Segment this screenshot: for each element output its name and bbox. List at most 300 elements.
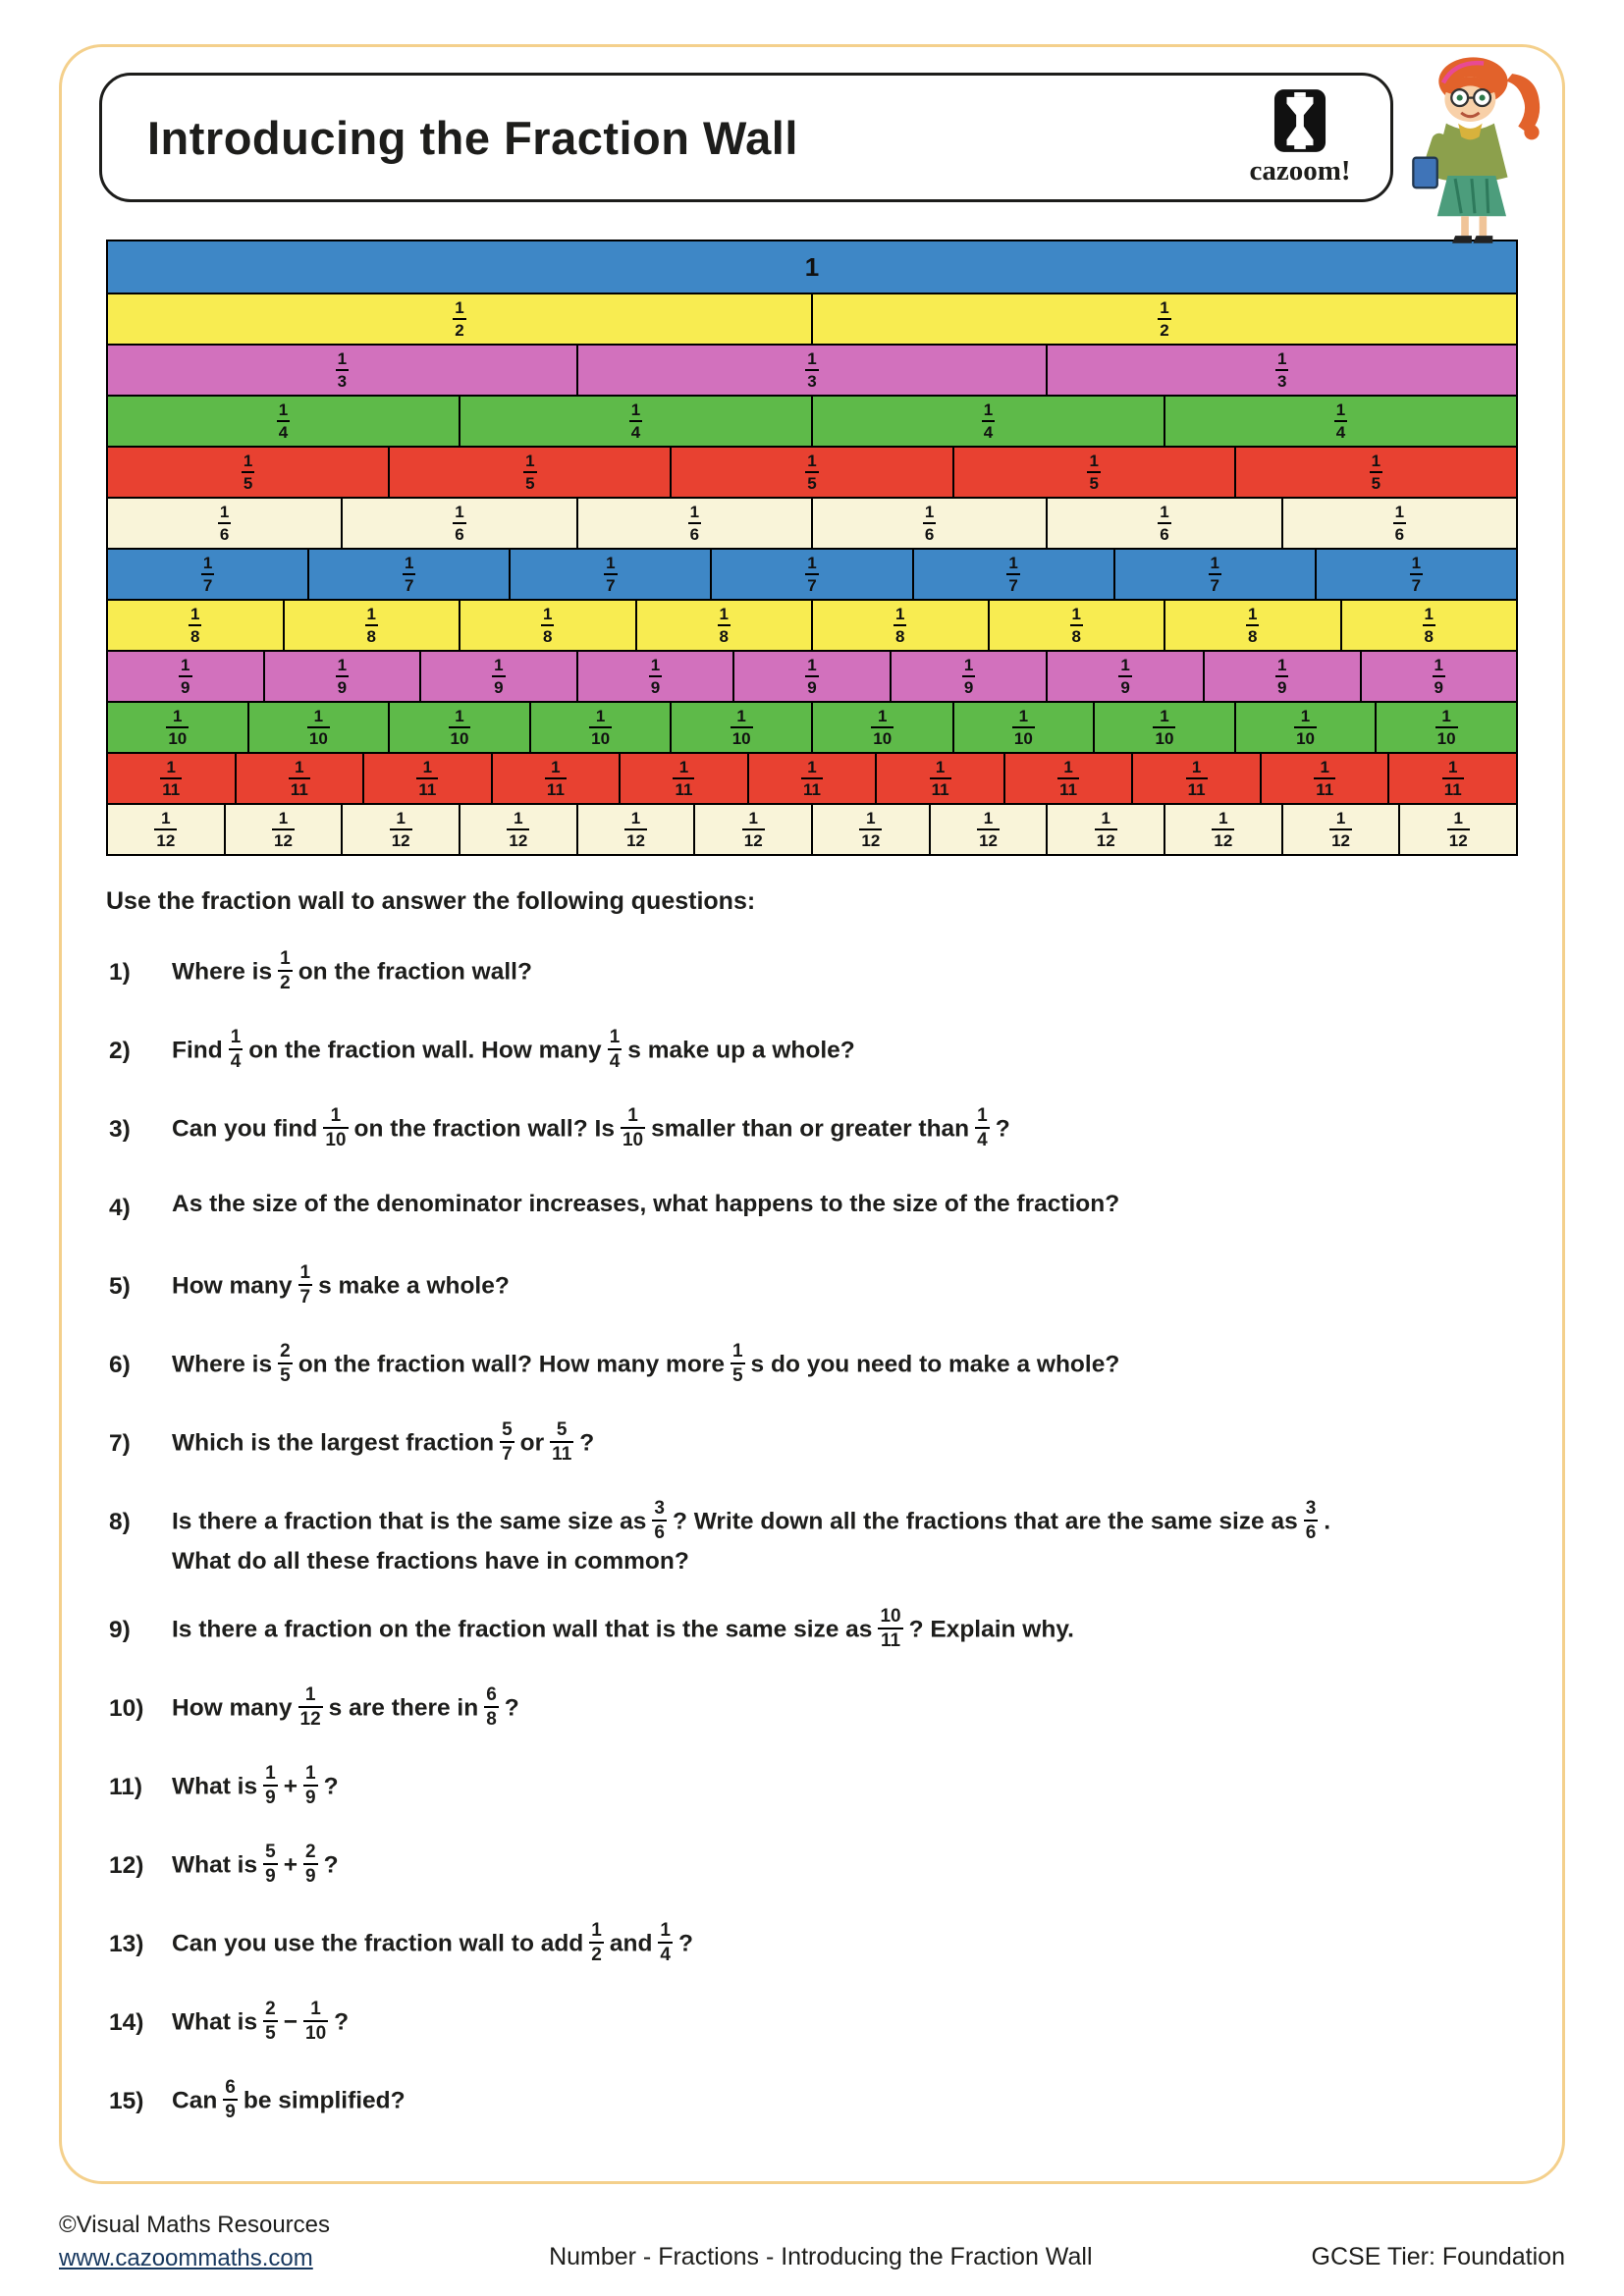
fraction-numerator: 6 [225,2076,236,2098]
fraction-numerator: 1 [230,1027,242,1047]
fraction-denominator: 8 [366,627,376,646]
question-item [109,948,1518,1000]
fraction-bar [1433,675,1445,677]
fraction [201,555,214,594]
fraction [416,759,438,798]
question-text: Find $\frac{1}{4}$ on the fraction wall. How many $\frac{1}{4}$ s make up a whole? [172,1027,855,1072]
fraction [801,759,823,798]
fraction [263,1842,278,1886]
fraction [1423,606,1435,645]
fraction [1212,810,1234,849]
fraction-numerator: 1 [689,503,700,521]
fraction-numerator: 1 [337,656,348,674]
fraction-numerator: 1 [807,554,817,572]
fraction [930,759,951,798]
wall-cell [890,652,1047,701]
fraction-numerator: 1 [731,1341,743,1362]
fraction-denominator: 9 [265,1865,276,1887]
fraction [629,401,642,441]
question-number: 14) [109,2008,144,2036]
fraction [1006,555,1019,594]
fraction-bar [223,2099,238,2101]
wall-cell [341,499,575,548]
fraction [1158,299,1170,339]
fraction-numerator: 1 [243,452,253,470]
fraction-bar [449,726,471,728]
fraction [242,453,254,492]
fraction-denominator: 9 [337,678,348,697]
fraction-bar [742,828,765,830]
fraction-denominator: 5 [525,474,535,493]
fraction-numerator: 2 [265,1998,276,2019]
fraction-bar [1423,624,1435,626]
wall-cell [693,805,811,854]
fraction-denominator: 3 [337,372,348,391]
fraction-bar [982,420,995,422]
fraction-numerator: 1 [305,1762,316,1784]
fraction-numerator: 1 [977,1105,988,1126]
page-title: Introducing the Fraction Wall [147,111,798,164]
question-number: 13) [109,1930,144,1957]
fraction-numerator: 1 [1411,554,1422,572]
wall-row-3 [108,344,1516,395]
fraction-bar [1118,675,1131,677]
fraction-numerator: 1 [1371,452,1381,470]
fraction [1393,504,1406,543]
fraction-numerator: 1 [748,809,758,828]
fraction [453,504,465,543]
fraction-bar [189,624,201,626]
fraction-denominator: 12 [1448,831,1468,850]
fraction-numerator: 1 [1120,656,1130,674]
fraction-numerator: 1 [280,948,291,969]
fraction-denominator: 3 [1276,372,1287,391]
fraction [1275,657,1288,696]
fraction-bar [1186,777,1208,779]
fraction-denominator: 8 [895,627,905,646]
fraction-numerator: 1 [1063,758,1073,776]
fraction-numerator: 1 [719,605,729,623]
fraction-denominator: 8 [543,627,553,646]
fraction-bar [1158,522,1170,524]
fraction [977,810,1000,849]
wall-cell [1113,550,1315,599]
wall-cell [1164,601,1340,650]
fraction-numerator: 1 [1320,758,1329,776]
fraction-bar [453,318,465,320]
fraction-numerator: 6 [486,1683,497,1705]
fraction-bar [303,2020,328,2022]
fraction-denominator: 10 [1296,729,1315,748]
fraction-denominator: 12 [1214,831,1233,850]
fraction-denominator: 6 [924,525,935,544]
fraction-numerator: 1 [736,707,746,725]
fraction-bar [218,522,231,524]
fraction-denominator: 8 [190,627,200,646]
fraction [621,1106,645,1149]
fraction [1433,657,1445,696]
fraction [307,708,330,747]
fraction [365,606,378,645]
fraction-denominator: 11 [1443,780,1462,799]
question-text: As the size of the denominator increases, what happens to the size of the fraction? [172,1191,1120,1217]
wall-row-4 [108,395,1516,446]
fraction-numerator: 1 [627,1105,638,1126]
fraction [1095,810,1117,849]
wall-cell [619,754,747,803]
question-number: 8) [109,1509,131,1535]
fraction-numerator: 1 [1448,758,1458,776]
fraction [1246,606,1259,645]
wall-cell [710,550,911,599]
fraction [303,1764,318,1807]
wall-cell [509,550,710,599]
question-number: 2) [109,1038,131,1064]
fraction-denominator: 4 [630,423,641,442]
fraction-bar [1447,828,1470,830]
fraction-bar [507,828,529,830]
fraction-bar [278,970,293,972]
fraction-denominator: 11 [290,780,308,799]
question-item [109,1498,1518,1579]
fraction [589,708,612,747]
fraction-denominator: 11 [418,780,437,799]
question-number: 3) [109,1116,131,1143]
wall-cell [811,601,988,650]
question-number: 7) [109,1430,131,1457]
wall-cell [108,294,811,344]
wall-cell [1234,448,1516,497]
question-item [109,1341,1518,1393]
fraction-numerator: 1 [807,656,817,674]
question-text: What is $\frac{1}{9}$ + $\frac{1}{9}$ ? [172,1762,339,1808]
fraction-denominator: 5 [731,1365,743,1386]
fraction-bar [278,1362,293,1364]
fraction-numerator: 1 [166,758,176,776]
question-text: How many $\frac{1}{7}$ s make a whole? [172,1262,510,1308]
fraction-bar [336,675,349,677]
fraction-numerator: 1 [1008,554,1018,572]
fraction-bar [416,777,438,779]
wall-cell [811,397,1164,446]
fraction-numerator: 1 [1089,452,1099,470]
wall-cell [388,448,670,497]
question-number: 11) [109,1773,143,1800]
wall-cell [576,652,733,701]
footer-left [59,2212,330,2272]
fraction-numerator: 1 [310,1998,321,2019]
wall-cell [1340,601,1517,650]
fraction-numerator: 1 [935,758,946,776]
fraction-denominator: 10 [731,729,751,748]
fraction-numerator: 1 [1071,605,1081,623]
fraction [1209,555,1221,594]
wall-cell [875,754,1003,803]
fraction-numerator: 1 [1335,400,1346,419]
wall-cell [388,703,529,752]
fraction [189,606,201,645]
fraction-bar [731,1362,745,1364]
wall-cell [811,499,1046,548]
wall-cell [1046,652,1203,701]
wall-cell [108,448,388,497]
fraction-bar [500,1441,514,1443]
fraction-numerator: 1 [1441,707,1451,725]
fraction-bar [731,726,753,728]
fraction-numerator: 3 [654,1498,665,1519]
fraction-denominator: 11 [552,1444,572,1465]
fraction-bar [263,2020,278,2022]
fraction-bar [453,522,465,524]
cazoom-logo-icon [1273,88,1326,153]
fraction-denominator: 11 [1316,780,1334,799]
wall-row-2 [108,293,1516,344]
fraction-denominator: 6 [1394,525,1405,544]
fraction-wall [106,240,1518,856]
fraction-denominator: 4 [278,423,289,442]
wall-cell [1164,397,1516,446]
wall-row-8 [108,599,1516,650]
fraction-numerator: 1 [190,605,200,623]
fraction-bar [624,828,647,830]
fraction-denominator: 9 [1276,678,1287,697]
fraction-denominator: 11 [803,780,821,799]
fraction-bar [878,1628,902,1629]
fraction-bar [550,1441,573,1443]
wall-cell [1281,499,1516,548]
fraction [718,606,731,645]
fraction-numerator: 1 [551,758,561,776]
fraction-numerator: 1 [161,809,171,828]
fraction-bar [166,726,189,728]
wall-cell [811,703,952,752]
fraction [688,504,701,543]
fraction-bar [242,471,254,473]
wall-cell [747,754,876,803]
fraction-denominator: 9 [963,678,974,697]
fraction-numerator: 3 [1305,1498,1317,1519]
fraction-bar [805,573,818,575]
fraction [278,1342,293,1385]
wall-row-12 [108,803,1516,854]
fraction-bar [272,828,295,830]
question-item [109,1027,1518,1079]
fraction-numerator: 1 [330,1105,342,1126]
fraction [229,1028,244,1071]
fraction-numerator: 1 [609,1027,621,1047]
fraction-denominator: 6 [654,1522,665,1543]
wall-cell [108,550,307,599]
fraction-denominator: 12 [979,831,998,850]
header [62,47,1562,224]
fraction-denominator: 5 [1089,474,1099,493]
fraction-numerator: 1 [678,758,689,776]
fraction-denominator: 10 [622,1130,644,1150]
fraction [303,1842,318,1886]
fraction-denominator: 12 [1331,831,1351,850]
fraction [218,504,231,543]
fraction [962,657,975,696]
fraction-denominator: 9 [305,1787,316,1808]
fraction-bar [805,471,818,473]
fraction-numerator: 1 [1453,809,1463,828]
wall-cell [108,499,341,548]
fraction-denominator: 11 [1059,780,1078,799]
fraction [1158,504,1170,543]
fraction-bar [962,675,975,677]
fraction-bar [589,1942,604,1944]
wall-cell [362,754,491,803]
wall-cell [108,346,576,395]
fraction-numerator: 2 [305,1841,316,1862]
fraction-numerator: 1 [219,503,230,521]
worksheet-card [59,44,1565,2184]
fraction-numerator: 1 [337,349,348,368]
fraction [805,657,818,696]
wall-cell [263,652,420,701]
fraction-numerator: 1 [1210,554,1219,572]
fraction [893,606,906,645]
fraction-denominator: 11 [931,780,949,799]
fraction [278,949,293,992]
fraction-denominator: 6 [455,525,464,544]
website-link[interactable]: www.cazoommaths.com [59,2245,313,2271]
fraction-bar [336,369,349,371]
question-number: 4) [109,1195,131,1221]
fraction-numerator: 1 [404,554,414,572]
wall-cell [1203,652,1360,701]
fraction-denominator: 9 [265,1787,276,1808]
fraction [652,1499,667,1542]
fraction-numerator: 1 [455,707,464,725]
question-item [109,1762,1518,1815]
fraction-numerator: 1 [525,452,535,470]
fraction [492,657,505,696]
fraction-bar [179,675,191,677]
question-text: Is there a fraction that is the same size as $\frac{3}{6}$ ? Write down all the fractions that are the same size as $\frac{3}{6}$ . What do all these fractions have in common? [172,1498,1331,1575]
fraction-numerator: 1 [1218,809,1228,828]
fraction-bar [1057,777,1079,779]
wall-cell [952,448,1234,497]
fraction-numerator: 5 [556,1419,568,1440]
wall-cell [576,499,811,548]
fraction-numerator: 1 [366,605,376,623]
fraction [1329,810,1352,849]
fraction-denominator: 3 [807,372,817,391]
fraction-bar [1212,828,1234,830]
fraction [805,350,818,390]
fraction-bar [805,369,818,371]
fraction [805,555,818,594]
fraction-numerator: 1 [1018,707,1029,725]
fraction-bar [289,777,310,779]
fraction [1447,810,1470,849]
wall-cell [1281,805,1399,854]
fraction-denominator: 4 [230,1051,242,1072]
fraction [624,810,647,849]
fraction-numerator: 1 [1160,503,1169,521]
fraction-bar [545,777,567,779]
question-number: 6) [109,1352,131,1378]
question-item [109,1105,1518,1157]
fraction-denominator: 8 [1071,627,1081,646]
fraction [1410,555,1423,594]
fraction-bar [541,624,554,626]
wall-cell [459,397,811,446]
fraction-bar [263,1785,278,1787]
fraction-numerator: 1 [595,707,606,725]
fraction [859,810,882,849]
fraction [453,299,465,339]
fraction-bar [307,726,330,728]
fraction [336,657,349,696]
fraction-numerator: 1 [1335,809,1346,828]
fraction-numerator: 5 [502,1419,513,1440]
fraction [507,810,529,849]
fraction-bar [923,522,936,524]
fraction-numerator: 1 [543,605,553,623]
fraction [336,350,349,390]
fraction-bar [1435,726,1458,728]
wall-cell [1234,703,1376,752]
fraction-numerator: 1 [1248,605,1258,623]
fraction-denominator: 8 [719,627,729,646]
wall-cell [1387,754,1516,803]
fraction-bar [859,828,882,830]
wall-cell [307,550,509,599]
fraction [263,1764,278,1807]
fraction-numerator: 1 [1276,656,1287,674]
question-item [109,1919,1518,1972]
fraction [1153,708,1175,747]
fraction [742,810,765,849]
wall-cell [108,397,459,446]
fraction-bar [977,828,1000,830]
fraction-bar [484,1706,499,1708]
fraction-bar [673,777,694,779]
wall-cell [576,346,1047,395]
fraction-bar [801,777,823,779]
wall-cell [1131,754,1260,803]
fraction [166,708,189,747]
fraction-denominator: 10 [325,1130,347,1150]
question-number: 15) [109,2087,144,2114]
fraction-bar [160,777,182,779]
fraction-bar [303,1863,318,1865]
questions-section [109,948,1518,2129]
wall-cell [952,703,1094,752]
fraction [589,1921,604,1964]
fraction-bar [1012,726,1035,728]
fraction-denominator: 2 [455,321,464,340]
fraction-denominator: 6 [219,525,230,544]
wall-cell [341,805,459,854]
fraction-denominator: 12 [299,1708,321,1730]
fraction-bar [1209,573,1221,575]
fraction-bar [229,1048,244,1050]
fraction-bar [1442,777,1464,779]
fraction-numerator: 1 [455,298,464,317]
fraction-numerator: 1 [983,400,994,419]
fraction-numerator: 1 [304,1683,316,1705]
fraction-denominator: 5 [807,474,817,493]
fraction-denominator: 10 [873,729,893,748]
fraction-bar [1006,573,1019,575]
fraction-numerator: 1 [1160,298,1169,317]
question-number: 10) [109,1694,144,1722]
wall-cell [491,754,620,803]
fraction-denominator: 7 [502,1444,513,1465]
